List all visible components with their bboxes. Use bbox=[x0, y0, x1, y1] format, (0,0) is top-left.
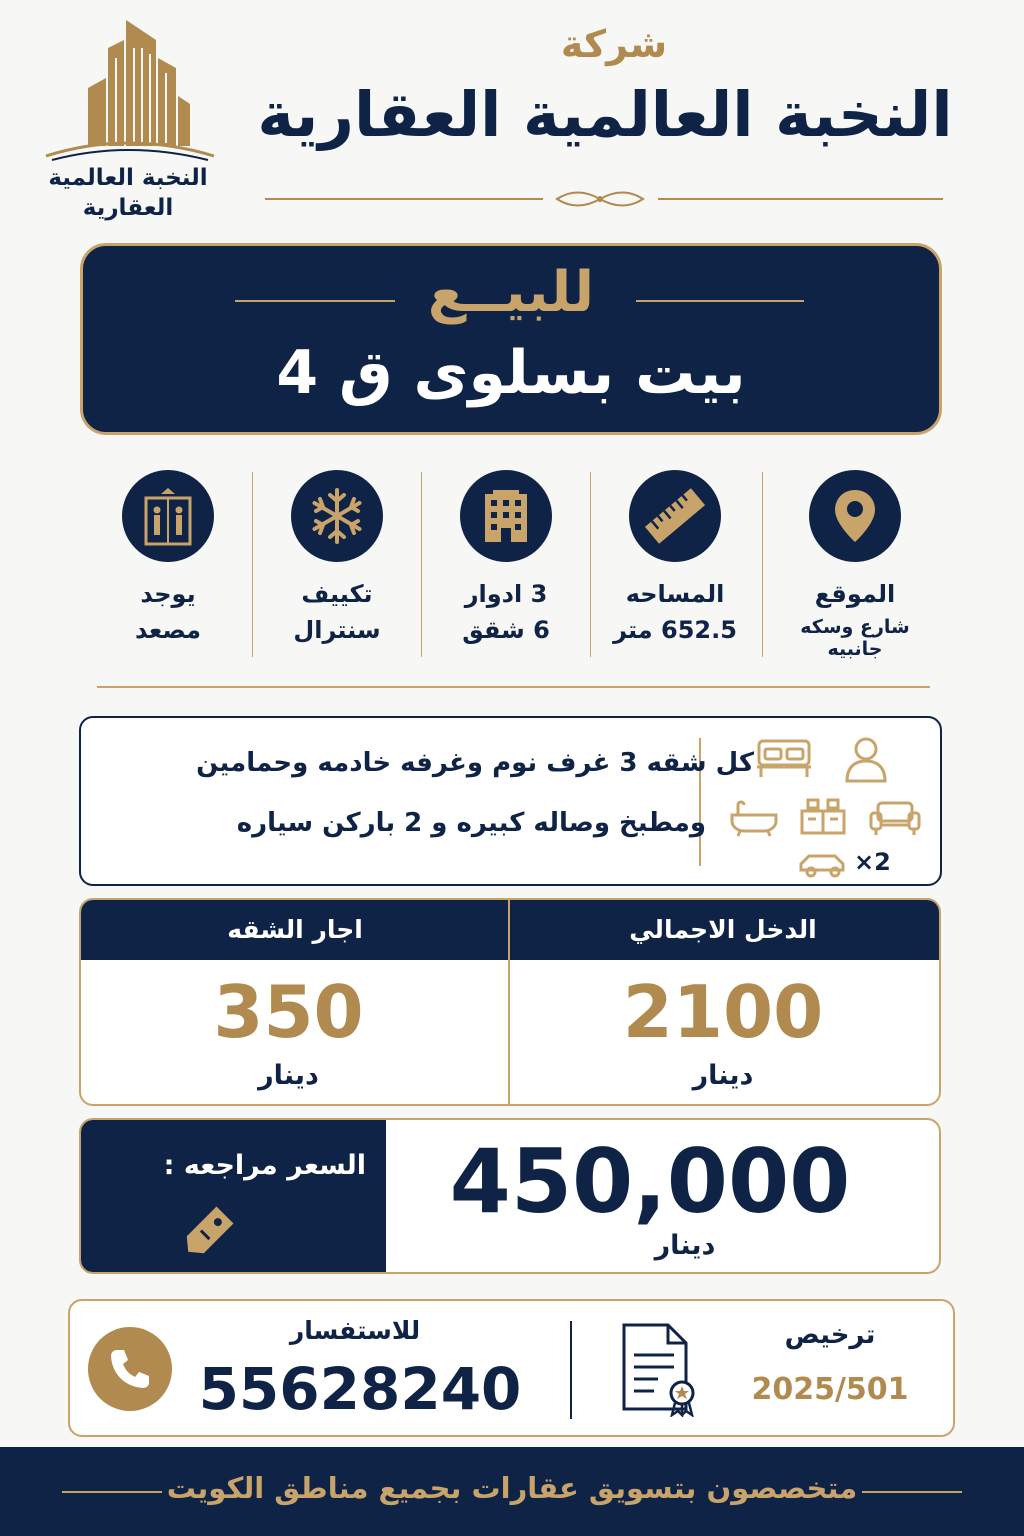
ruler-icon bbox=[629, 470, 721, 562]
bathtub-icon bbox=[728, 797, 780, 837]
company-logo bbox=[28, 18, 228, 238]
license-certificate-icon bbox=[620, 1321, 702, 1417]
price-label-panel bbox=[81, 1120, 386, 1274]
feature-separator bbox=[252, 472, 253, 657]
feature-floors bbox=[426, 470, 586, 644]
company-prefix: شركة bbox=[560, 22, 668, 66]
feature-ac-value: سنترال bbox=[293, 616, 381, 644]
feature-location-label: الموقع bbox=[814, 580, 896, 608]
footer-tagline: متخصصون بتسويق عقارات بجميع مناطق الكويت bbox=[166, 1471, 858, 1505]
feature-floors-value: 6 شقق bbox=[462, 616, 550, 644]
description-line1: كل شقه 3 غرف نوم وغرفه خادمه وحمامين bbox=[196, 748, 754, 778]
price-amount: 450,000 bbox=[449, 1130, 851, 1233]
logo-text-line1: النخبة العالمية bbox=[48, 165, 208, 191]
feature-elevator-value: مصعد bbox=[135, 616, 201, 644]
snowflake-icon bbox=[291, 470, 383, 562]
logo-text-line2: العقارية bbox=[82, 195, 174, 221]
ornament-icon bbox=[555, 186, 645, 212]
location-pin-icon bbox=[809, 470, 901, 562]
car-icon bbox=[797, 850, 849, 880]
sofa-icon bbox=[868, 797, 922, 837]
feature-location-value: شارع وسكه جانبيه bbox=[800, 616, 910, 660]
total-income-value: 2100 bbox=[622, 970, 824, 1054]
feature-elevator-label: يوجد bbox=[140, 580, 196, 608]
price-label: السعر مراجعه : bbox=[163, 1150, 366, 1181]
license-number: 2025/501 bbox=[751, 1372, 909, 1407]
features-divider bbox=[97, 686, 930, 688]
apartment-rent-unit: دينار bbox=[258, 1060, 319, 1091]
feature-location bbox=[775, 470, 935, 660]
sale-status: للبيــع bbox=[427, 260, 595, 325]
feature-separator bbox=[762, 472, 763, 657]
phone-number[interactable]: 55628240 bbox=[198, 1355, 522, 1423]
feature-separator bbox=[590, 472, 591, 657]
contact-divider bbox=[570, 1321, 572, 1419]
feature-floors-label: 3 ادوار bbox=[464, 580, 548, 608]
parking-count: ×2 bbox=[854, 848, 891, 876]
license-label: ترخيص bbox=[784, 1320, 876, 1350]
feature-ac-label: تكييف bbox=[301, 580, 373, 608]
bed-icon bbox=[755, 737, 813, 781]
price-tag-icon bbox=[176, 1200, 240, 1264]
inquiry-label: للاستفسار bbox=[289, 1316, 421, 1345]
total-income-unit: دينار bbox=[692, 1060, 754, 1091]
total-income-header: الدخل الاجمالي bbox=[507, 900, 939, 960]
feature-elevator bbox=[88, 470, 248, 644]
skyscraper-logo-icon bbox=[38, 18, 218, 163]
feature-separator bbox=[421, 472, 422, 657]
footer-banner bbox=[0, 1447, 1024, 1536]
property-title: بيت بسلوى ق 4 bbox=[276, 338, 746, 408]
apartment-rent-header: اجار الشقه bbox=[81, 900, 509, 960]
apartment-rent-value: 350 bbox=[213, 970, 364, 1054]
for-sale-banner bbox=[80, 243, 942, 435]
feature-area-label: المساحه bbox=[625, 580, 725, 608]
header-divider-right bbox=[658, 198, 943, 200]
kitchen-icon bbox=[798, 797, 848, 837]
feature-area-value: 652.5 متر bbox=[613, 616, 737, 644]
building-icon bbox=[460, 470, 552, 562]
feature-area bbox=[595, 470, 755, 644]
elevator-icon bbox=[122, 470, 214, 562]
header-divider-left bbox=[265, 198, 543, 200]
company-name: النخبة العالمية العقارية bbox=[257, 78, 953, 151]
phone-icon[interactable] bbox=[88, 1327, 172, 1411]
maid-person-icon bbox=[843, 735, 889, 783]
feature-ac bbox=[257, 470, 417, 644]
income-table bbox=[79, 898, 941, 1106]
price-unit: دينار bbox=[654, 1230, 716, 1261]
description-line2: ومطبخ وصاله كبيره و 2 باركن سياره bbox=[236, 808, 706, 838]
